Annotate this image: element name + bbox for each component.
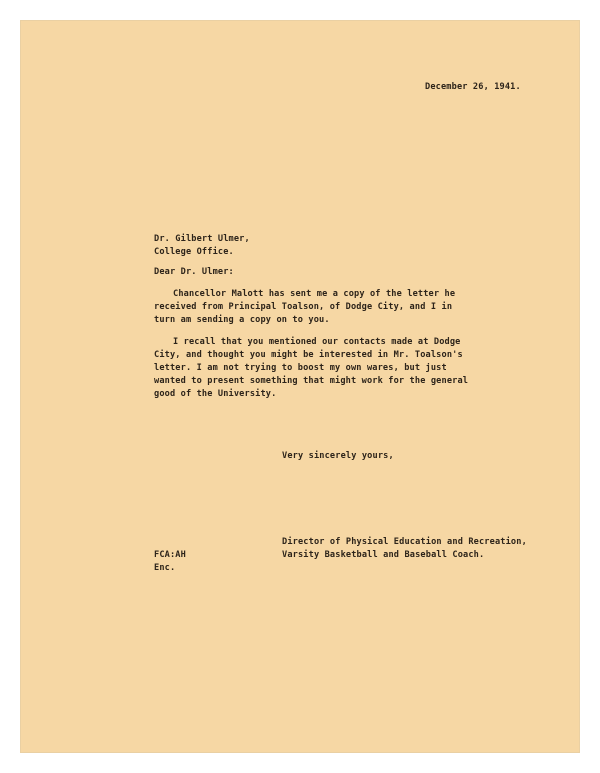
paragraph-line: turn am sending a copy on to you. <box>154 315 330 325</box>
enclosure-note: Enc. <box>154 563 176 573</box>
paragraph-line: good of the University. <box>154 389 277 399</box>
paragraph-line: letter. I am not trying to boost my own wares, but just <box>154 363 447 373</box>
typist-initials: FCA:AH <box>154 550 186 560</box>
letter-date: December 26, 1941. <box>425 82 521 92</box>
paragraph-line: City, and thought you might be interested in Mr. Toalson's <box>154 350 463 360</box>
paragraph-line: Chancellor Malott has sent me a copy of the letter he <box>173 289 456 299</box>
paragraph-line: received from Principal Toalson, of Dodge City, and I in <box>154 302 453 312</box>
recipient-office: College Office. <box>154 247 234 257</box>
signature-title-line: Varsity Basketball and Baseball Coach. <box>282 550 485 560</box>
salutation: Dear Dr. Ulmer: <box>154 267 234 277</box>
paragraph-line: wanted to present something that might work for the general <box>154 376 469 386</box>
recipient-name: Dr. Gilbert Ulmer, <box>154 234 250 244</box>
signature-title-line: Director of Physical Education and Recreation, <box>282 537 527 547</box>
letter-page <box>20 20 580 753</box>
paragraph-line: I recall that you mentioned our contacts made at Dodge <box>173 337 461 347</box>
closing: Very sincerely yours, <box>282 451 394 461</box>
